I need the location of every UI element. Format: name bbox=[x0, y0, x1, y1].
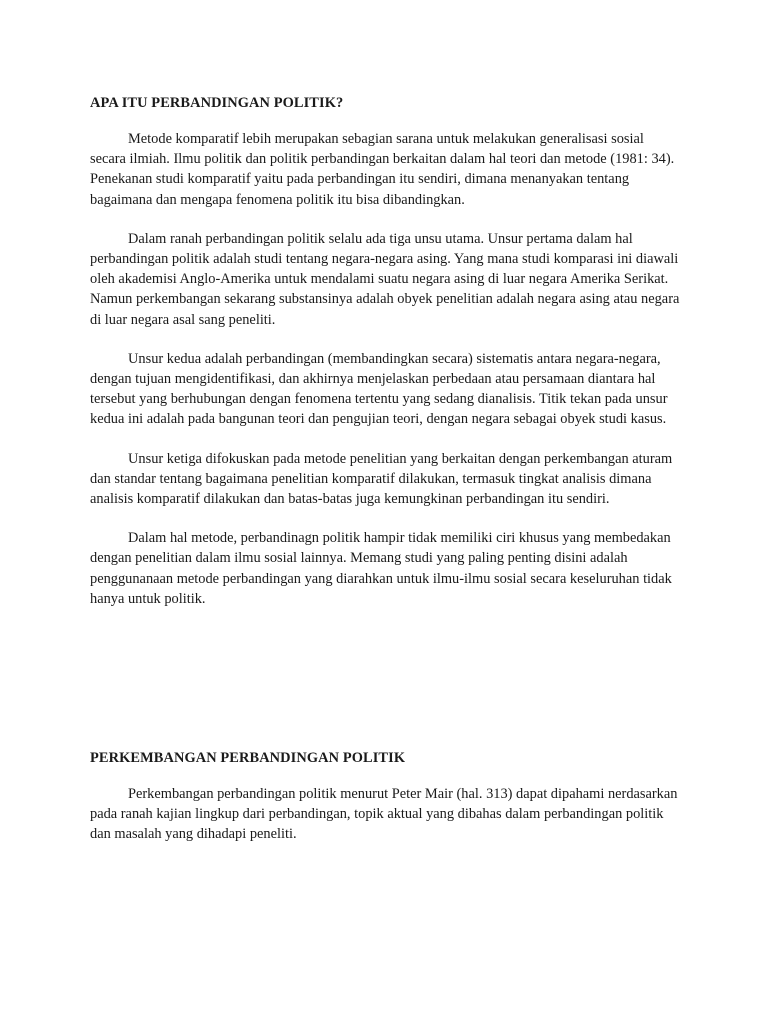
section-spacer bbox=[90, 628, 680, 748]
paragraph-dalam-hal-metode: Dalam hal metode, perbandinagn politik hampir tidak memiliki ciri khusus yang membedakan dengan penelitian dalam ilmu sosial lainnya. Memang studi yang paling penting disini adalah penggunanaan metode perbandingan yang diarahkan untuk ilmu-ilmu sosial secara keseluruhan tidak hanya untuk politik. bbox=[90, 530, 672, 607]
paragraph-unsur-pertama: Dalam ranah perbandingan politik selalu ada tiga unsu utama. Unsur pertama dalam hal perbandingan politik adalah studi tentang negara-negara asing. Yang mana studi komparasi ini diawali oleh akademisi Anglo-Amerika untuk mendalami suatu negara asing di luar negara Amerika Serikat. Namun perkembangan sekarang substansinya adalah obyek penelitian adalah negara asing atau negara di luar negara asal sang peneliti. bbox=[90, 230, 680, 328]
section-heading-apa-itu: APA ITU PERBANDINGAN POLITIK? bbox=[90, 95, 344, 111]
document-content bbox=[90, 93, 680, 864]
paragraph-peter-mair: Perkembangan perbandingan politik menurut Peter Mair (hal. 313) dapat dipahami nerdasarkan pada ranah kajian lingkup dari perbandingan, topik aktual yang dibahas dalam perbandingan politik dan masalah yang dihadapi peneliti. bbox=[90, 786, 678, 843]
paragraph-unsur-kedua: Unsur kedua adalah perbandingan (membandingkan secara) sistematis antara negara-negara, dengan tujuan mengidentifikasi, dan akhirnya menjelaskan perbedaan atau persamaan diantara hal tersebut yang berhubungan dengan fenomena tertentu yang sedang dianalisis. Titik tekan pada unsur kedua ini adalah pada bangunan teori dan pengujian teori, dengan negara sebagai obyek studi kasus. bbox=[90, 350, 668, 428]
paragraph-unsur-ketiga: Unsur ketiga difokuskan pada metode penelitian yang berkaitan dengan perkembangan aturam dan standar tentang bagaimana penelitian komparatif dilakukan, termasuk tingkat analisis dimana analisis komparatif dilakukan dan batas-batas juga kemungkinan perbandingan itu sendiri. bbox=[90, 450, 673, 508]
paragraph-metode-komparatif: Metode komparatif lebih merupakan sebagian sarana untuk melakukan generalisasi sosial secara ilmiah. Ilmu politik dan politik perbandingan berkaitan dalam hal teori dan metode (1981: 34). Penekanan studi komparatif yaitu pada perbandingan itu sendiri, dimana menanyakan tentang bagaimana dan mengapa fenomena politik itu bisa dibandingkan. bbox=[90, 131, 675, 208]
section-heading-perkembangan: PERKEMBANGAN PERBANDINGAN POLITIK bbox=[90, 750, 406, 767]
